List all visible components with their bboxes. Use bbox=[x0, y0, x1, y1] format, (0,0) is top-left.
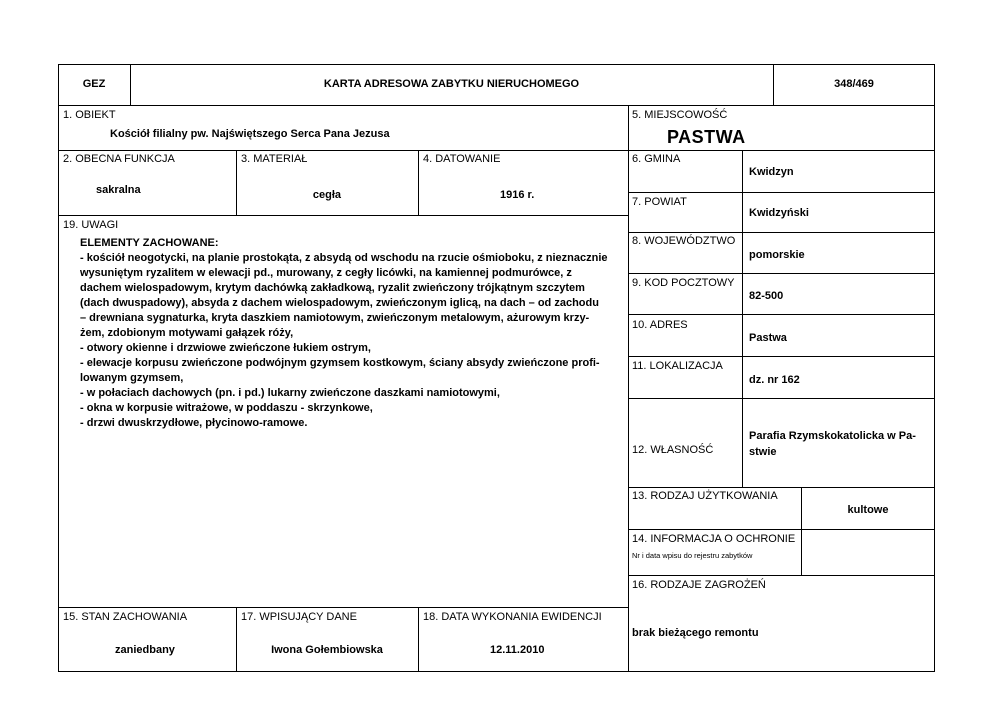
column-divider bbox=[236, 150, 237, 215]
column-divider bbox=[236, 607, 237, 672]
adres-label: 10. ADRES bbox=[632, 319, 688, 331]
funkcja-value: sakralna bbox=[96, 184, 141, 196]
row-divider bbox=[628, 192, 935, 193]
obiekt-label: 1. OBIEKT bbox=[63, 109, 116, 121]
miejscowosc-label: 5. MIEJSCOWOŚĆ bbox=[632, 109, 728, 121]
datowanie-label: 4. DATOWANIE bbox=[423, 153, 501, 165]
uwagi-line: lowanym gzymsem, bbox=[80, 372, 184, 384]
uwagi-line: dachem wielospadowym, krytym dachówką zakładkową, ryzalit zwieńczony trójkątnym szczytem bbox=[80, 282, 585, 294]
zagrozenia-value: brak bieżącego remontu bbox=[632, 627, 759, 639]
material-label: 3. MATERIAŁ bbox=[241, 153, 308, 165]
row-divider bbox=[628, 575, 935, 576]
uwagi-line: - elewacje korpusu zwieńczone podwójnym gzymsem kostkowym, ściany absydy zwieńczone profi- bbox=[80, 357, 600, 369]
ochrona-sublabel: Nr i data wpisu do rejestru zabytków bbox=[632, 551, 753, 560]
uwagi-line: - w połaciach dachowych (pn. i pd.) lukarny zwieńczone daszkami namiotowymi, bbox=[80, 387, 500, 399]
page-title: KARTA ADRESOWA ZABYTKU NIERUCHOMEGO bbox=[323, 78, 580, 90]
uwagi-line: wysuniętym ryzalitem w elewacji pd., murowany, z cegły licówki, na kamiennej podmurówce, z bbox=[80, 267, 572, 279]
uwagi-notes bbox=[80, 236, 620, 431]
wlasnosc-label: 12. WŁASNOŚĆ bbox=[632, 444, 714, 456]
row-divider bbox=[628, 273, 935, 274]
stan-value: zaniedbany bbox=[115, 644, 175, 656]
wojewodztwo-value: pomorskie bbox=[749, 249, 805, 261]
funkcja-label: 2. OBECNA FUNKCJA bbox=[63, 153, 175, 165]
wlasnosc-value-line1: Parafia Rzymskokatolicka w Pa- bbox=[749, 430, 916, 442]
row-divider bbox=[628, 232, 935, 233]
lokalizacja-label: 11. LOKALIZACJA bbox=[632, 360, 723, 372]
row-divider bbox=[628, 398, 935, 399]
column-divider bbox=[418, 607, 419, 672]
column-divider bbox=[418, 150, 419, 215]
wojewodztwo-label: 8. WOJEWÓDZTWO bbox=[632, 235, 736, 247]
uwagi-heading: ELEMENTY ZACHOWANE: bbox=[80, 237, 219, 249]
row-divider bbox=[58, 105, 935, 106]
uzytkowanie-value: kultowe bbox=[847, 504, 889, 516]
column-divider bbox=[628, 105, 629, 672]
material-value: cegła bbox=[312, 189, 342, 201]
obiekt-value: Kościół filialny pw. Najświętszego Serca Pana Jezusa bbox=[110, 128, 390, 140]
powiat-label: 7. POWIAT bbox=[632, 196, 687, 208]
column-divider bbox=[801, 487, 802, 575]
stan-label: 15. STAN ZACHOWANIA bbox=[63, 611, 188, 623]
row-divider bbox=[628, 356, 935, 357]
wpisujacy-label: 17. WPISUJĄCY DANE bbox=[241, 611, 357, 623]
uwagi-line: - kościół neogotycki, na planie prostokąta, z absydą od wschodu na rzucie ośmioboku, z nieznacznie bbox=[80, 252, 608, 264]
record-number: 348/469 bbox=[834, 78, 874, 90]
data-ewidencji-value: 12.11.2010 bbox=[490, 644, 545, 656]
row-divider bbox=[628, 529, 935, 530]
uzytkowanie-label: 13. RODZAJ UŻYTKOWANIA bbox=[632, 490, 778, 502]
column-divider bbox=[742, 150, 743, 487]
kod-label: 9. KOD POCZTOWY bbox=[632, 277, 735, 289]
row-divider bbox=[628, 314, 935, 315]
uwagi-line: – drewniana sygnaturka, kryta daszkiem namiotowym, zwieńczonym metalowym, ażurowym krzy- bbox=[80, 312, 590, 324]
gmina-value: Kwidzyn bbox=[749, 166, 794, 178]
miejscowosc-value: PASTWA bbox=[667, 127, 746, 147]
gmina-label: 6. GMINA bbox=[632, 153, 681, 165]
row-divider bbox=[58, 150, 935, 151]
row-divider bbox=[628, 487, 935, 488]
powiat-value: Kwidzyński bbox=[749, 207, 809, 219]
uwagi-line: (dach dwuspadowy), absyda z dachem wielospadowym, zwieńczonym iglicą, na dach – od zachodu bbox=[80, 297, 599, 309]
uwagi-label: 19. UWAGI bbox=[63, 219, 119, 231]
adres-value: Pastwa bbox=[749, 332, 787, 344]
row-divider bbox=[58, 215, 628, 216]
datowanie-value: 1916 r. bbox=[500, 189, 535, 201]
row-divider bbox=[58, 607, 628, 608]
uwagi-line: - otwory okienne i drzwiowe zwieńczone łukiem ostrym, bbox=[80, 342, 371, 354]
record-code: GEZ bbox=[82, 78, 106, 90]
ochrona-label: 14. INFORMACJA O OCHRONIE bbox=[632, 533, 796, 545]
uwagi-line: żem, zdobionym motywami gałązek róży, bbox=[80, 327, 294, 339]
wlasnosc-value-line2: stwie bbox=[749, 446, 777, 458]
lokalizacja-value: dz. nr 162 bbox=[749, 374, 800, 386]
uwagi-line: - okna w korpusie witrażowe, w poddaszu - skrzynkowe, bbox=[80, 402, 373, 414]
uwagi-line: - drzwi dwuskrzydłowe, płycinowo-ramowe. bbox=[80, 417, 308, 429]
kod-value: 82-500 bbox=[749, 290, 784, 302]
wpisujacy-value: Iwona Gołembiowska bbox=[271, 644, 383, 656]
data-ewidencji-label: 18. DATA WYKONANIA EWIDENCJI bbox=[423, 611, 602, 623]
zagrozenia-label: 16. RODZAJE ZAGROŻEŃ bbox=[632, 579, 766, 591]
